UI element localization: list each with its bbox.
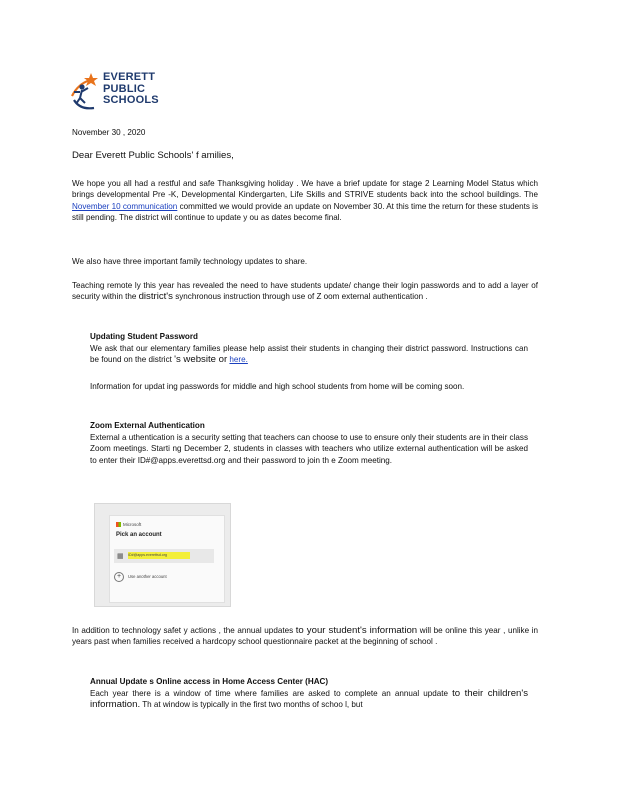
letter-date: November 30 , 2020: [72, 128, 146, 137]
district-logo: [70, 70, 170, 114]
paragraph-text: synchronous instruction through use of Z oom external authentication .: [175, 292, 428, 302]
november-communication-link[interactable]: November 10 communication: [72, 201, 178, 211]
emphasis-text: to your student's information: [295, 625, 418, 636]
account-email: ID#@apps.everettsd.org: [128, 552, 190, 559]
lock-icon: ▦: [117, 553, 124, 560]
paragraph-text: Each year there is a window of time where families are asked to complete an annual update: [90, 689, 448, 698]
password-instructions-link[interactable]: here.: [229, 355, 248, 365]
paragraph-annual-updates: [72, 625, 538, 648]
account-row: [114, 549, 214, 563]
paragraph-text: Th at window is typically in the first two months of schoo l, but: [142, 700, 363, 710]
use-another-account: [114, 572, 167, 582]
paragraph-text: Teaching remote ly this year has revealed the need to have students update/ change their login passwords and to add a layer of security within the: [72, 281, 538, 302]
paragraph-text: committed we would provide an update on November 30. At this time the return for these students is still pending. The district will continue to update y ou as dates become final.: [72, 201, 538, 223]
microsoft-brand: [116, 522, 141, 527]
paragraph-security: [72, 280, 538, 303]
section-body-zoom: External a uthentication is a security setting that teachers can choose to use to ensure only their students are in their class Zoom meetings. Starti ng December 2, students in classes with teachers who utilize external authentication will be asked to enter their ID#@apps.everettsd.org and their password to join th e Zoom meeting.: [90, 433, 528, 465]
star-figure-logo-icon: [70, 70, 104, 114]
section-heading-hac: Annual Update s Online access in Home Access Center (HAC): [90, 677, 329, 686]
section-body-hac: [90, 688, 528, 711]
emphasis-text: 's website or: [174, 354, 228, 366]
plus-icon: +: [114, 572, 124, 582]
pick-account-title: Pick an account: [116, 532, 162, 538]
microsoft-logo-icon: [116, 522, 121, 527]
paragraph-text: We ask that our elementary families please help assist their students in changing their district password. Instructions can be found on the district: [90, 344, 528, 365]
brand-label: Microsoft: [123, 522, 142, 527]
salutation: Dear Everett Public Schools' f amilies,: [72, 150, 234, 161]
microsoft-login-screenshot: [94, 503, 231, 607]
section-body-password-info: Information for updat ing passwords for middle and high school students from home will be coming soon.: [90, 382, 465, 391]
section-heading-zoom: Zoom External Authentication: [90, 421, 205, 430]
logo-line-2: PUBLIC: [103, 82, 146, 95]
paragraph-text: In addition to technology safet y actions , the annual updates: [72, 626, 294, 635]
emphasis-text: to their children's information.: [90, 688, 528, 711]
paragraph-tech-intro: We also have three important family technology updates to share.: [72, 257, 308, 266]
section-body-password: [90, 343, 528, 366]
login-dialog: [109, 515, 225, 603]
other-account-label: Use another account: [128, 574, 167, 580]
logo-line-3: SCHOOLS: [103, 94, 159, 106]
logo-line-1: EVERETT: [103, 71, 156, 83]
paragraph-stage-update: [72, 178, 538, 224]
paragraph-text: We hope you all had a restful and safe Thanksgiving holiday . We have a brief update for stage 2 Learning Model Status which brings developmental Pre -K, Developmental Kindergarten, Life Skills and STRIVE students back into the school buildings. The: [72, 179, 538, 200]
emphasis-text: district's: [138, 291, 173, 303]
paragraph-text: will be online this year , unlike in years past when families received a hardcopy school questionnaire packet at the beginning of school .: [72, 626, 539, 647]
section-heading-password: Updating Student Password: [90, 332, 198, 341]
